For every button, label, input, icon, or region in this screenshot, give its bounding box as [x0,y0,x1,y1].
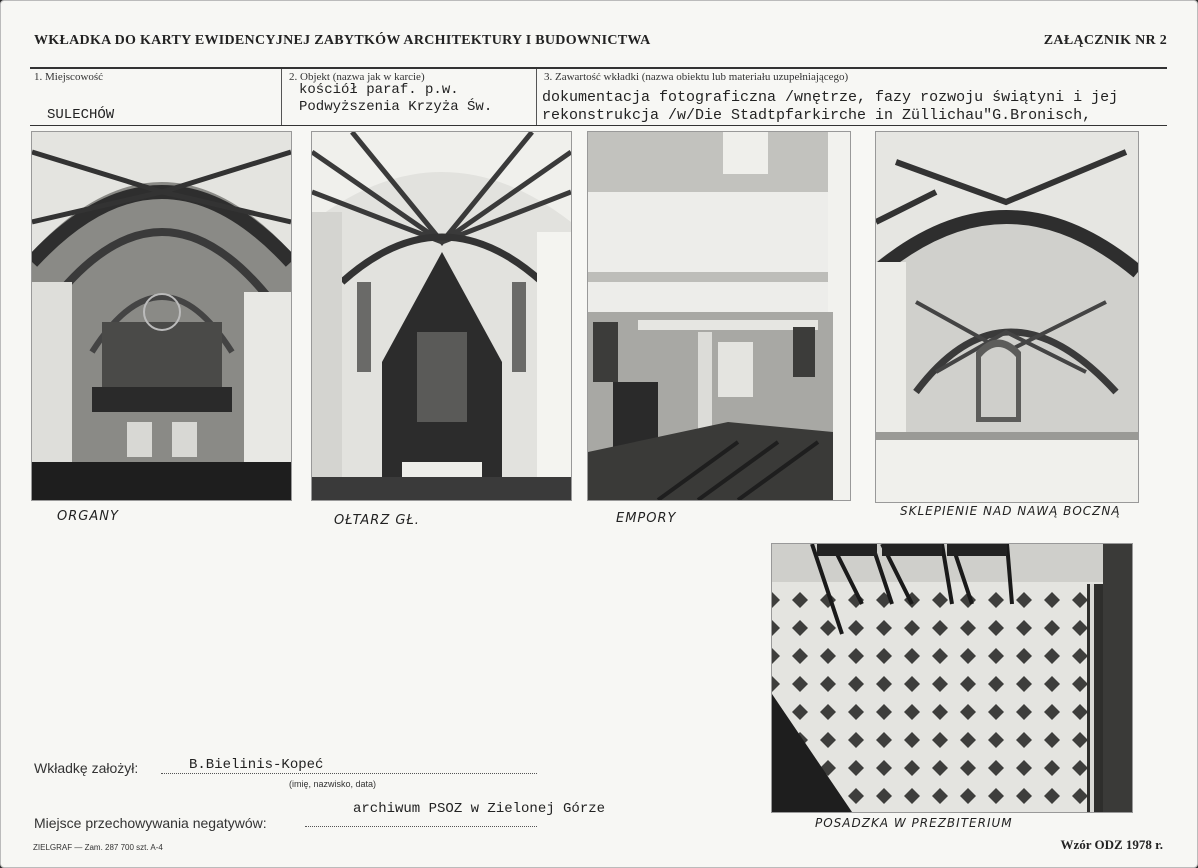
document-title: WKŁADKA DO KARTY EWIDENCYJNEJ ZABYTKÓW ARCHITEKTURY I BUDOWNICTWA [34,33,651,48]
storage-value: archiwum PSOZ w Zielonej Górze [353,801,606,817]
founder-value: B.Bielinis-Kopeć [189,757,324,773]
field-divider-2 [536,69,537,125]
caption-main-altar: OŁTARZ GŁ. [334,513,420,528]
field-1-value: SULECHÓW [47,107,115,123]
fields-bottom-rule [30,125,1167,126]
photo-main-altar [311,131,572,501]
storage-line [305,826,537,827]
photo-side-nave-vault [875,131,1139,503]
field-divider-1 [281,69,282,125]
photo-organ [31,131,292,501]
field-3-value-line1: dokumentacja fotograficzna /wnętrze, fazy rozwoju świątyni i jej [542,89,1119,106]
photo-galleries [587,131,851,501]
founder-line [161,773,537,774]
founder-label: Wkładkę założył: [34,760,139,776]
field-1-label: 1. Miejscowość [34,71,104,83]
field-2-value-line1: kościół paraf. p.w. [299,82,459,98]
annex-number: ZAŁĄCZNIK NR 2 [1043,33,1167,48]
field-3-value-line2: rekonstrukcja /w/Die Stadtpfarkirche in Züllichau"G.Bronisch, [542,107,1092,124]
field-2-value-line2: Podwyższenia Krzyża Św. [299,99,493,115]
caption-presbytery-floor: POSADZKA W PREZBITERIUM [815,816,1013,830]
printer-note: ZIELGRAF — Zam. 287 700 szt. A-4 [33,843,163,852]
photo-presbytery-floor [771,543,1133,813]
form-model: Wzór ODZ 1978 r. [1060,837,1163,852]
founder-hint: (imię, nazwisko, data) [289,779,377,789]
storage-label: Miejsce przechowywania negatywów: [34,815,267,831]
field-3-label: 3. Zawartość wkładki (nazwa obiektu lub materiału uzupełniającego) [544,71,849,83]
caption-side-nave-vault: SKLEPIENIE NAD NAWĄ BOCZNĄ [900,504,1121,518]
caption-galleries: EMPORY [616,511,677,526]
field-2-label: 2. Objekt (nazwa jak w karcie) [289,71,425,83]
header-rule [30,67,1167,69]
caption-organ: ORGANY [57,509,119,524]
